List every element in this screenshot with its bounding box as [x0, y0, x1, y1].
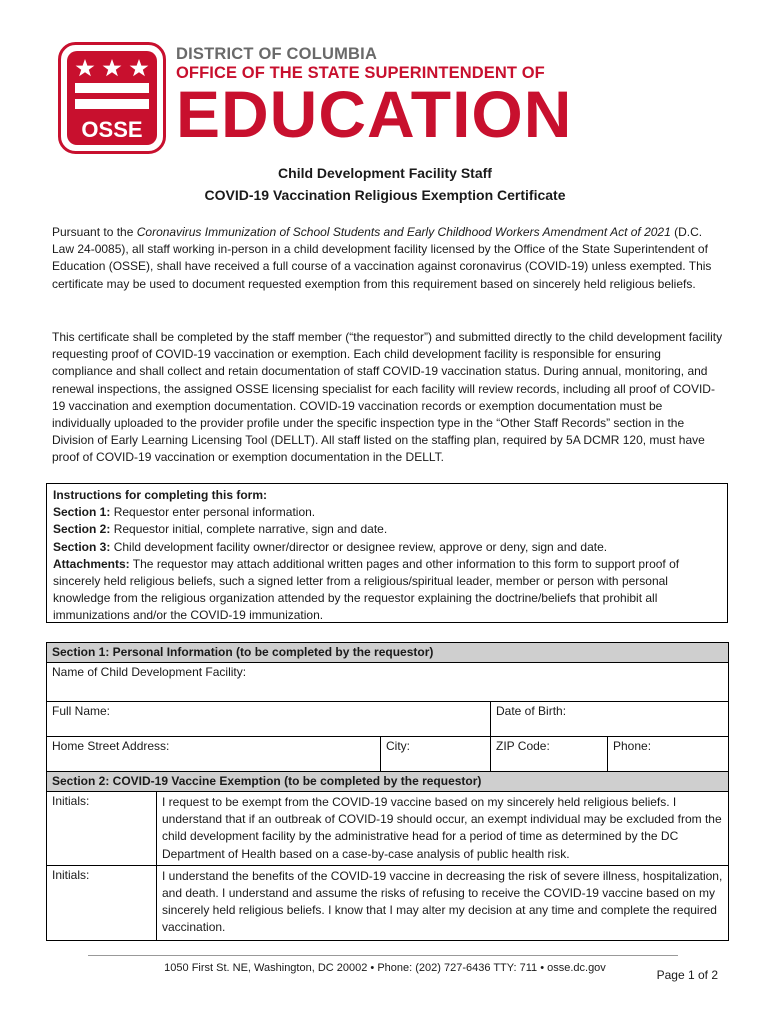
section-2-header: Section 2: COVID-19 Vaccine Exemption (to be completed by the requestor)	[47, 772, 729, 792]
form-table	[46, 642, 729, 941]
home-address-field[interactable]	[47, 737, 381, 772]
initials-label: Initials:	[52, 794, 90, 808]
exemption-statement-2: I understand the benefits of the COVID-19 vaccine in decreasing the risk of severe illness, hospitalization, and death. I understand and assume the risks of refusing to receive the COVID-19 vaccine based on my sincerely held religious beliefs. I know that I may alter my decision at any time and complete the required vaccination.	[157, 865, 729, 940]
form-title-line-1: Child Development Facility Staff	[278, 165, 492, 181]
signature-line	[88, 955, 678, 956]
osse-logo	[58, 42, 166, 154]
phone-label: Phone:	[613, 739, 652, 753]
city-field[interactable]	[381, 737, 491, 772]
instructions-box	[46, 483, 728, 623]
instruction-label: Attachments:	[53, 556, 130, 571]
instruction-section-1	[53, 504, 721, 521]
phone-field[interactable]	[608, 737, 729, 772]
instruction-text: Requestor enter personal information.	[110, 505, 316, 520]
form-title-line-2: COVID-19 Vaccination Religious Exemption Certificate	[204, 187, 566, 203]
intro-paragraph-2: This certificate shall be completed by the staff member (“the requestor”) and submitted directly to the child development facility requesting proof of COVID-19 vaccination or exemption. Each child development facility is responsible for ensuring compliance and shall collect and retain documentation of staff COVID-19 vaccination status. During annual, monitoring, and renewal inspections, the assigned OSSE licensing specialist for each facility will review records, including all proof of COVID-19 vaccination and exemption documentation. COVID-19 vaccination records or exemption documentation must be individually uploaded to the provider profile under the specific inspection type in the “Other Staff Records” section in the Division of Early Learning Licensing Tool (DELLT). All staff listed on the staffing plan, required by 5A DCMR 120, must have proof of COVID-19 vaccination or exemption documentation in the DELLT.	[52, 330, 723, 465]
initials-label: Initials:	[52, 867, 90, 882]
zip-code-field[interactable]	[491, 737, 608, 772]
instruction-text: The requestor may attach additional written pages and other information to this form to support proof of sincerely held religious beliefs, such a signed letter from a religious/spiritual leader, member or person with personal knowledge from the religious organization attended by the requestor explaining the doctrine/beliefs that prohibit all immunizations and/or the COVID-19 immunization.	[53, 556, 680, 623]
intro-p1-after: (D.C. Law 24-0085), all staff working in-person in a child development facility licensed by the Office of the State Superintendent of Education (OSSE), shall have received a full course of a vaccination against coronavirus (COVID-19) unless exempted. This certificate may be used to document requested exemption from this requirement based on sincerely held religious beliefs.	[52, 225, 712, 291]
full-name-label: Full Name:	[52, 704, 111, 718]
date-of-birth-label: Date of Birth:	[496, 704, 567, 718]
initials-field-1[interactable]	[47, 792, 157, 866]
instruction-section-2	[53, 521, 721, 538]
instruction-section-3	[53, 539, 721, 556]
exemption-statement-1: I request to be exempt from the COVID-19 vaccine based on my sincerely held religious beliefs. I understand that if an outbreak of COVID-19 should occur, an exempt individual may be excluded from the child development facility by the administrative head for a period of time as determined by the DC Department of Health based on a case-by-case analysis of public health risk.	[157, 792, 729, 866]
agency-line-2: OFFICE OF THE STATE SUPERINTENDENT OF	[176, 64, 545, 82]
home-address-label: Home Street Address:	[52, 739, 170, 753]
agency-line-1: DISTRICT OF COLUMBIA	[176, 45, 378, 63]
instruction-label: Section 3:	[53, 539, 111, 554]
full-name-field[interactable]	[47, 702, 491, 737]
facility-name-label: Name of Child Development Facility:	[52, 665, 247, 679]
initials-field-2[interactable]	[47, 865, 157, 940]
instruction-text: Child development facility owner/director or designee review, approve or deny, sign and date.	[110, 539, 608, 554]
act-name: Coronavirus Immunization of School Students and Early Childhood Workers Amendment Act of 2021	[136, 225, 671, 239]
city-label: City:	[386, 739, 410, 753]
intro-p1-before: Pursuant to the	[52, 225, 137, 239]
footer-address: 1050 First St. NE, Washington, DC 20002 • Phone: (202) 727-6436 TTY: 711 • osse.dc.gov	[164, 962, 606, 974]
logo-text: OSSE	[81, 117, 143, 142]
page-number: Page 1 of 2	[656, 968, 718, 982]
intro-paragraph-1	[52, 224, 724, 293]
instruction-attachments	[53, 556, 721, 625]
facility-name-field[interactable]	[47, 663, 729, 702]
section-1-header: Section 1: Personal Information (to be completed by the requestor)	[47, 643, 729, 663]
zip-code-label: ZIP Code:	[496, 739, 550, 753]
agency-line-3: EDUCATION	[176, 77, 573, 151]
instruction-label: Section 2:	[53, 522, 111, 537]
osse-flag-icon	[58, 42, 166, 154]
date-of-birth-field[interactable]	[491, 702, 729, 737]
instructions-heading: Instructions for completing this form:	[53, 488, 268, 502]
instruction-text: Requestor initial, complete narrative, sign and date.	[110, 522, 388, 537]
instruction-label: Section 1:	[53, 505, 111, 520]
